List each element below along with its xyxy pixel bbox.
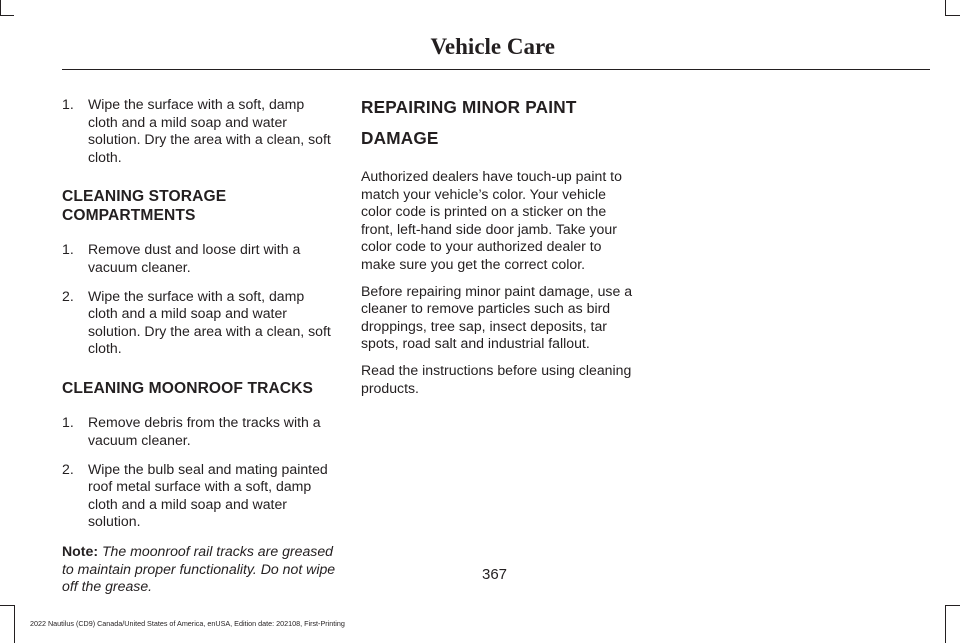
crop-mark xyxy=(0,0,1,16)
step-number: 1. xyxy=(62,414,74,431)
crop-mark xyxy=(0,605,14,606)
page-number: 367 xyxy=(482,566,508,583)
header-divider xyxy=(62,69,930,70)
crop-mark xyxy=(945,15,960,16)
paragraph: Before repairing minor paint damage, use a cleaner to remove particles such as bird droppings, tree sap, insect deposits, tar spots, road salt and industrial fallout. xyxy=(361,282,633,352)
paragraph: Authorized dealers have touch-up paint to match your vehicle’s color. Your vehicle color code is printed on a sticker on the front, left-hand side door jamb. Take your color code to your authorized dealer to make sure you get the correct color. xyxy=(361,168,622,272)
moonroof-steps-list xyxy=(62,414,336,531)
wipe-steps-list xyxy=(62,96,336,166)
step-number: 2. xyxy=(62,287,74,304)
right-column xyxy=(361,96,633,406)
crop-mark xyxy=(945,0,946,16)
note-label: Note: xyxy=(62,543,99,559)
list-item xyxy=(62,288,336,358)
left-column xyxy=(62,96,336,605)
note xyxy=(62,543,336,596)
step-number: 1. xyxy=(62,96,74,112)
step-text: Wipe the bulb seal and mating painted roof metal surface with a soft, damp cloth and a mild soap and water solution. xyxy=(88,460,328,530)
section-heading-storage: CLEANING STORAGE COMPARTMENTS xyxy=(62,188,227,224)
crop-mark xyxy=(0,15,14,16)
list-item xyxy=(62,461,336,531)
list-item xyxy=(62,96,336,166)
section-heading-paint-line2: DAMAGE xyxy=(361,128,439,148)
crop-mark xyxy=(945,605,946,643)
step-number: 2. xyxy=(62,460,74,477)
note-text: The moonroof rail tracks are greased to maintain proper functionality. Do not wipe off the grease. xyxy=(62,543,336,595)
step-text: Remove debris from the tracks with a vacuum cleaner. xyxy=(88,414,321,449)
list-item xyxy=(62,241,336,276)
section-heading-moonroof: CLEANING MOONROOF TRACKS xyxy=(62,379,314,397)
step-text: Wipe the surface with a soft, damp cloth and a mild soap and water solution. Dry the area with a clean, soft cloth. xyxy=(88,96,331,165)
footer-edition-info: 2022 Nautilus (CD9) Canada/United States of America, enUSA, Edition date: 202108, First-Printing xyxy=(30,619,345,628)
crop-mark xyxy=(14,605,15,643)
list-item xyxy=(62,414,336,449)
section-heading-paint: REPAIRING MINOR PAINT xyxy=(361,97,577,117)
crop-mark xyxy=(945,605,960,606)
page-title: Vehicle Care xyxy=(430,34,555,59)
paragraph: Read the instructions before using cleaning products. xyxy=(361,361,632,396)
storage-steps-list xyxy=(62,241,336,358)
step-number: 1. xyxy=(62,241,74,258)
step-text: Remove dust and loose dirt with a vacuum cleaner. xyxy=(88,241,301,275)
step-text: Wipe the surface with a soft, damp cloth and a mild soap and water solution. Dry the area with a clean, soft cloth. xyxy=(88,287,331,357)
